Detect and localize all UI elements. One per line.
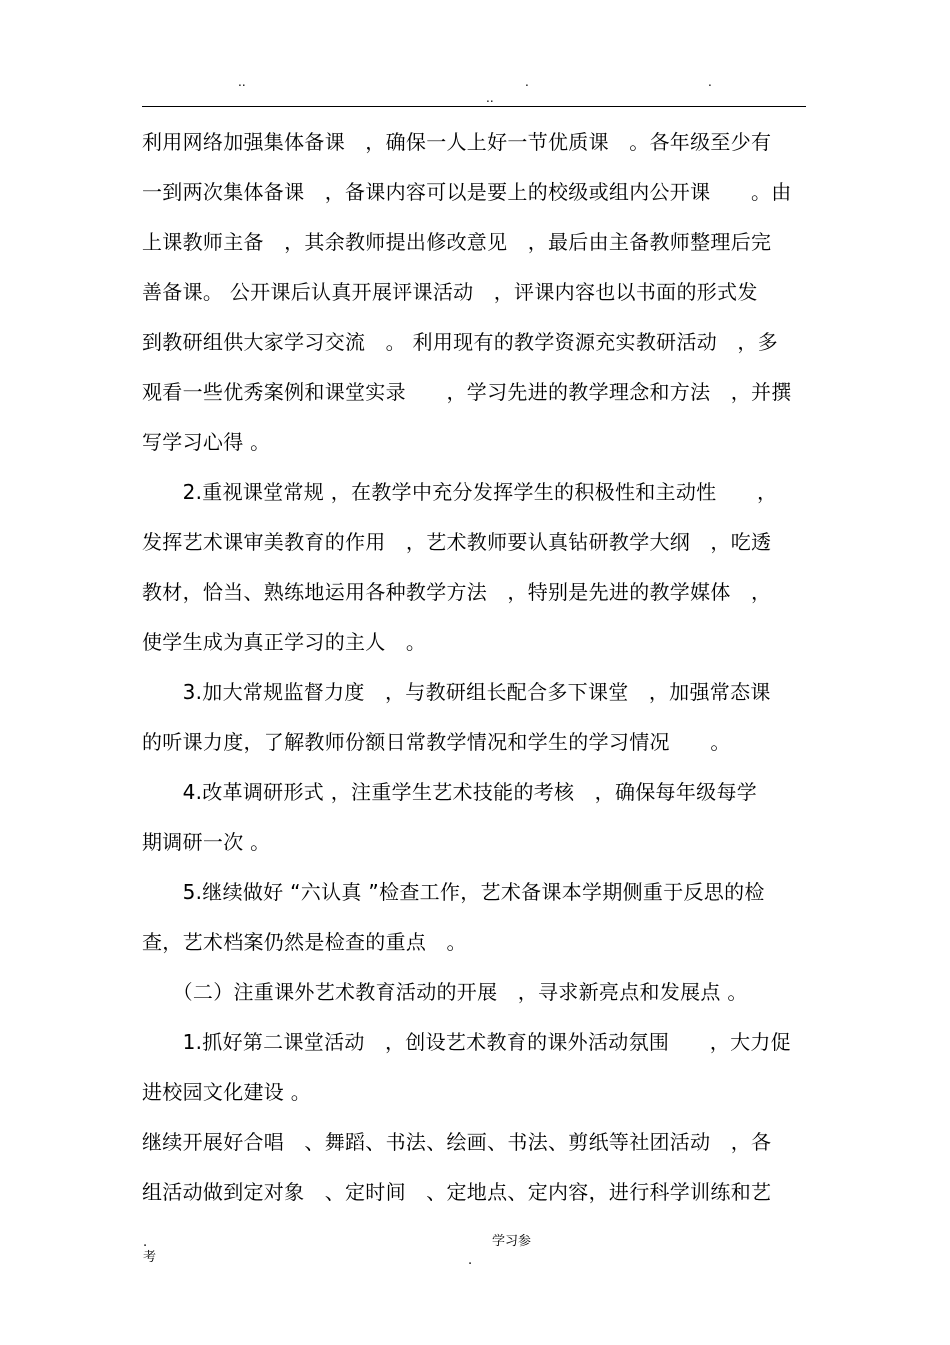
text-line: 写学习心得 。 (142, 430, 271, 454)
footer-left-char: 考 (143, 1250, 157, 1265)
text-line: 2.重视课堂常规 ，在教学中充分发挥学生的积极性和主动性 ， (142, 480, 778, 504)
text-line: 4.改革调研形式 ，注重学生艺术技能的考核 ，确保每年级每学 (142, 780, 758, 804)
text-line: 的听课力度，了解教师份额日常教学情况和学生的学习情况 。 (142, 730, 731, 754)
footer-left-dot: . (143, 1235, 148, 1250)
text-line: 1.抓好第二课堂活动 ，创设艺术教育的课外活动氛围 ，大力促 (142, 1030, 791, 1054)
text-line: 查，艺术档案仍然是检查的重点 。 (142, 930, 467, 954)
text-line: 继续开展好合唱 、舞蹈、书法、绘画、书法、剪纸等社团活动 ，各 (142, 1130, 772, 1154)
header-mark: .. (486, 91, 494, 105)
text-line: 期调研一次 。 (142, 830, 271, 854)
text-line: 利用网络加强集体备课 ，确保一人上好一节优质课 。各年级至少有 (142, 130, 772, 154)
header-mark: .. (238, 75, 246, 89)
text-line: 使学生成为真正学习的主人 。 (142, 630, 427, 654)
header-rule (142, 106, 806, 107)
footer-center-text: 学习参 (492, 1234, 532, 1249)
text-line: 善备课。 公开课后认真开展评课活动 ，评课内容也以书面的形式发 (142, 280, 758, 304)
text-line: 教材，恰当、熟练地运用各种教学方法 ，特别是先进的教学媒体 ， (142, 580, 772, 604)
text-line: 5.继续做好 “六认真 ”检查工作，艺术备课本学期侧重于反思的检 (142, 880, 765, 904)
text-line: 组活动做到定对象 、定时间 、定地点、定内容，进行科学训练和艺 (142, 1180, 772, 1204)
text-line: 发挥艺术课审美教育的作用 ，艺术教师要认真钻研教学大纲 ，吃透 (142, 530, 772, 554)
text-line: 3.加大常规监督力度 ，与教研组长配合多下课堂 ，加强常态课 (142, 680, 771, 704)
text-line: 观看一些优秀案例和课堂实录 ，学习先进的教学理念和方法 ，并撰 (142, 380, 792, 404)
header-mark: . (708, 75, 712, 89)
text-line: 进校园文化建设 。 (142, 1080, 312, 1104)
text-line: 到教研组供大家学习交流 。 利用现有的教学资源充实教研活动 ，多 (142, 330, 778, 354)
text-line: 一到两次集体备课 ，备课内容可以是要上的校级或组内公开课 。由 (142, 180, 792, 204)
text-line: 上课教师主备 ，其余教师提出修改意见 ，最后由主备教师整理后完 (142, 230, 772, 254)
text-line: （二）注重课外艺术教育活动的开展 ，寻求新亮点和发展点 。 (142, 980, 748, 1004)
header-mark: . (525, 75, 529, 89)
footer-right-dot: . (468, 1253, 473, 1268)
